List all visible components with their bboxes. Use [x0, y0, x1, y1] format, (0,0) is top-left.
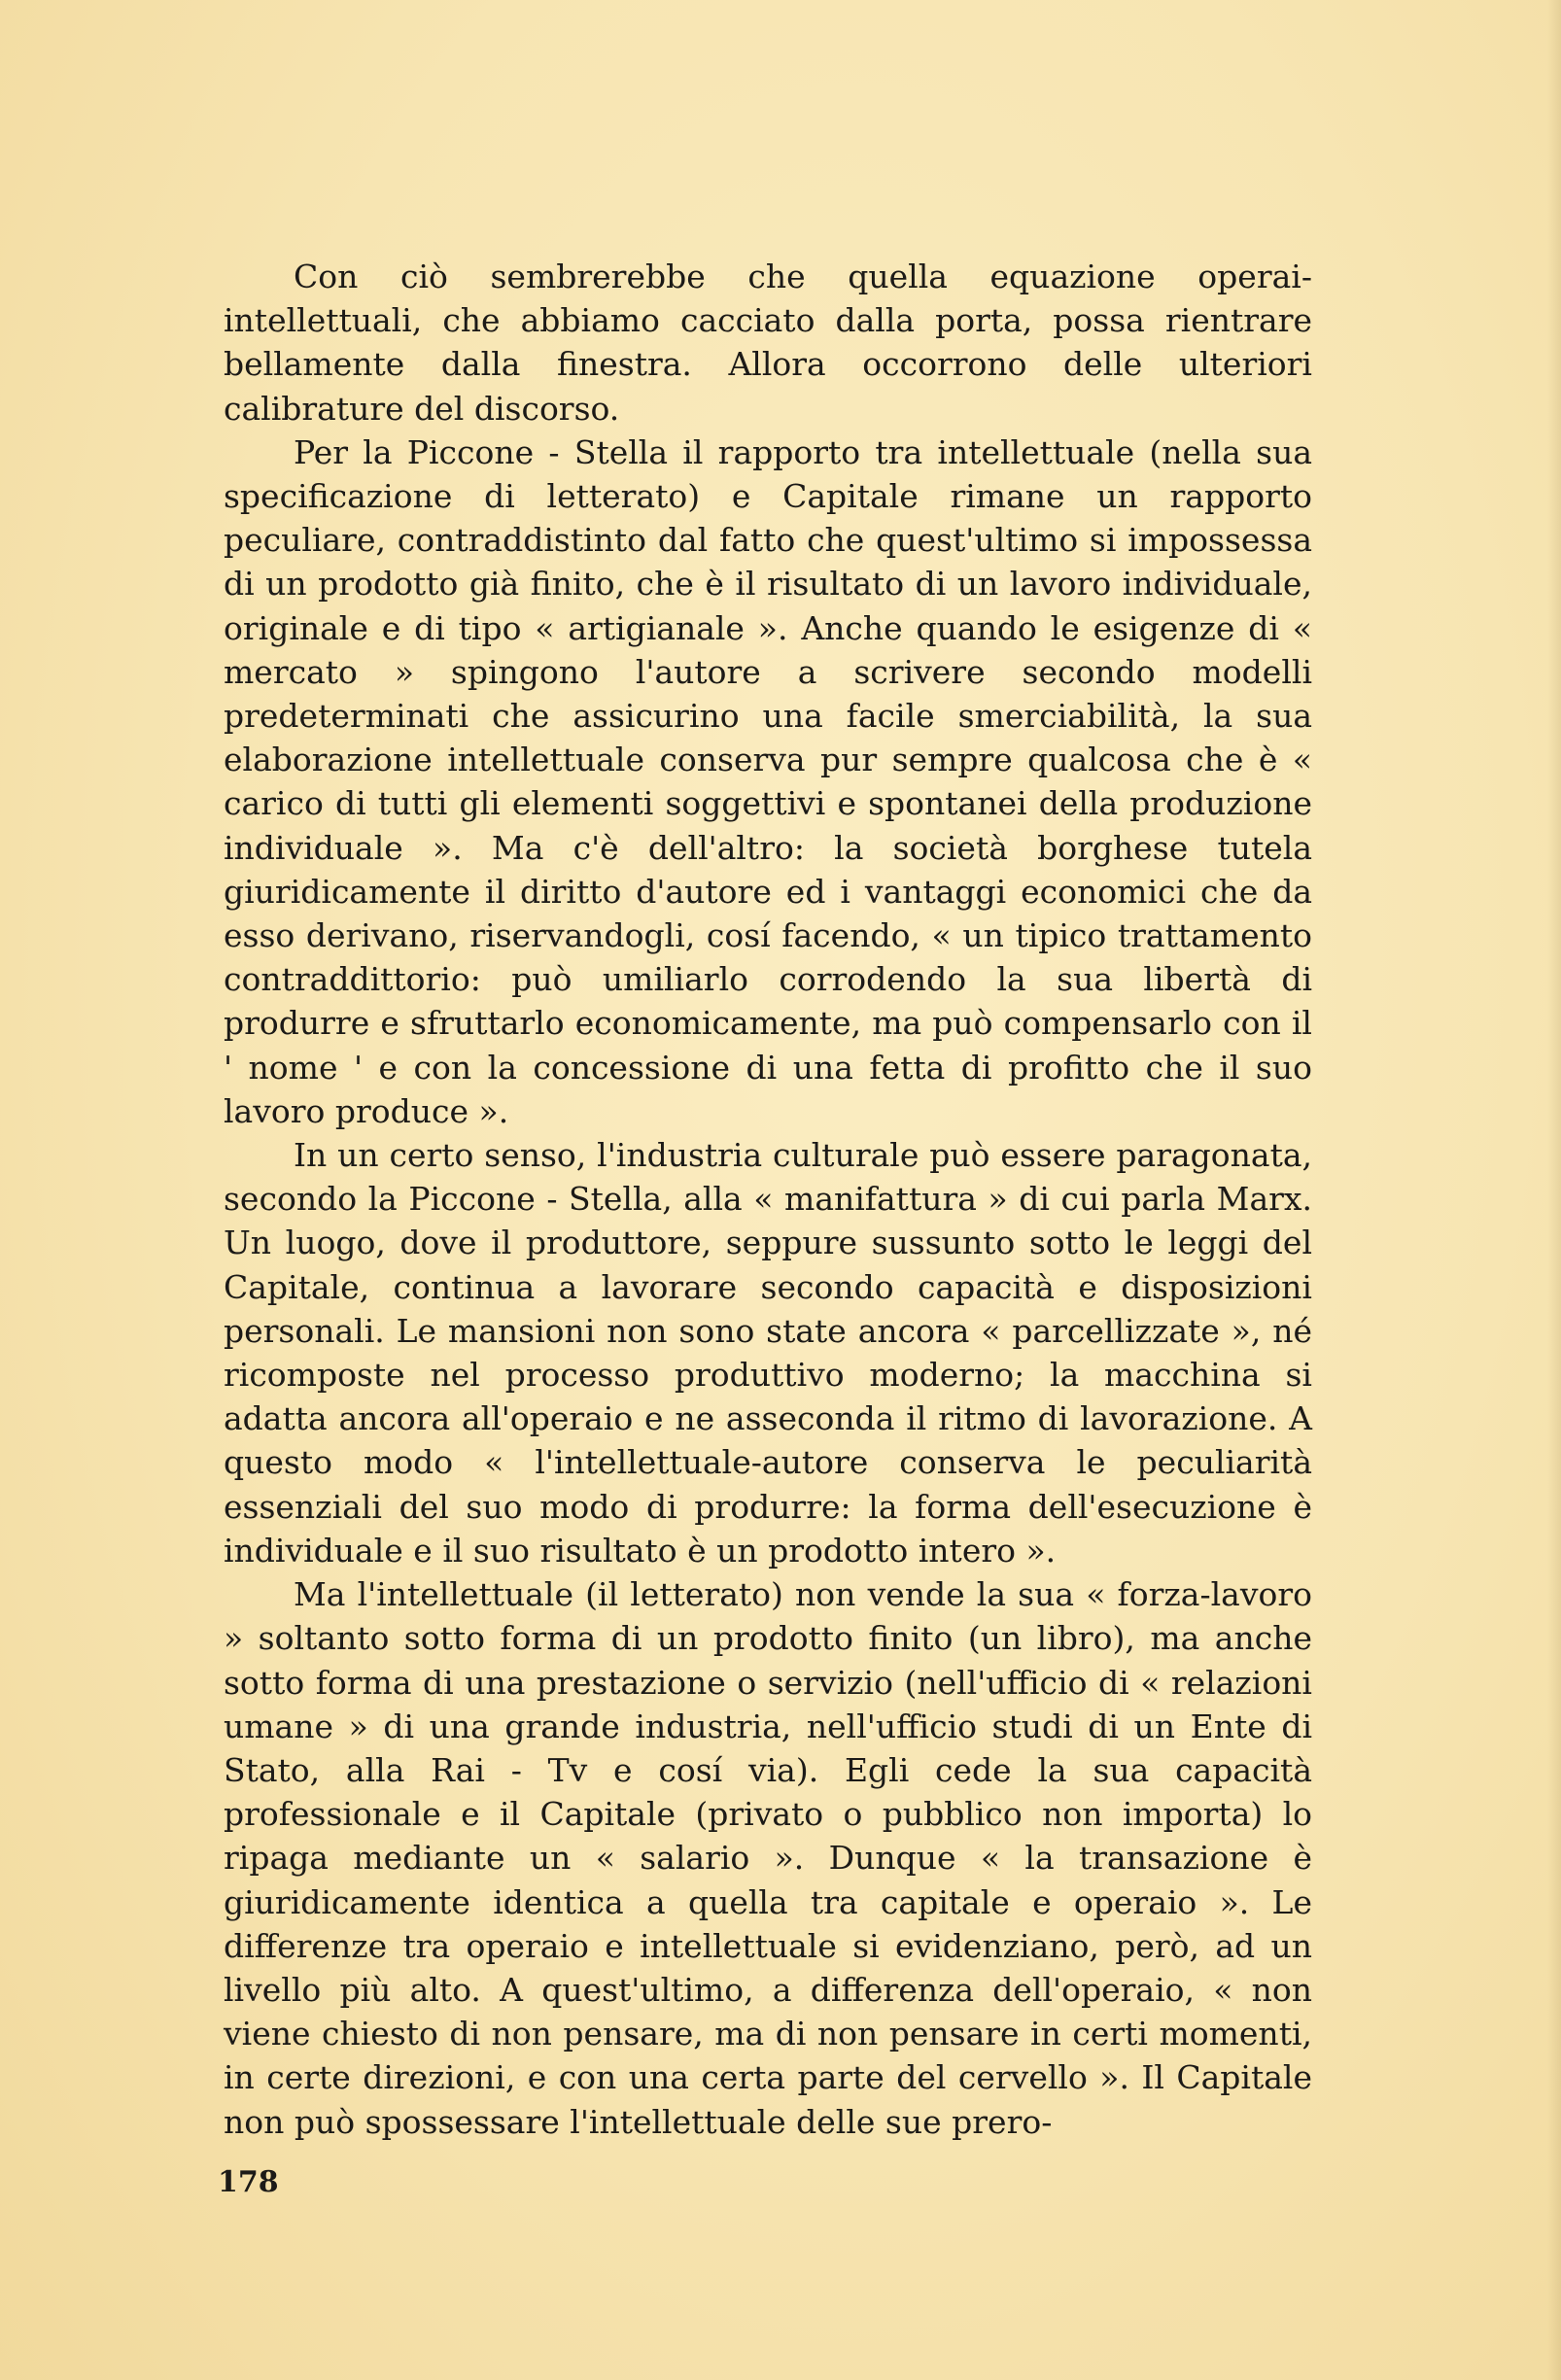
paragraph-4: Ma l'intellettuale (il letterato) non vende la sua « forza-lavoro » soltanto sotto forma di un prodotto finito (un libro), ma anche sotto forma di una prestazione o servizio (nell'ufficio di « relazioni umane » di una grande industria, nell'ufficio studi di un Ente di Stato, alla Rai - Tv e cosí via). Egli cede la sua capacità professionale e il Capitale (privato o pubblico non importa) lo ripaga mediante un « salario ». Dunque « la transazione è giuridicamente identica a quella tra capitale e operaio ». Le differenze tra operaio e intellettuale si evidenziano, però, ad un livello più alto. A quest'ultimo, a differenza dell'operaio, « non viene chiesto di non pensare, ma di non pensare in certi momenti, in certe direzioni, e con una certa parte del cervello ». Il Capitale non può spossessare l'intellettuale delle sue prero-	[224, 1575, 1312, 2141]
body-text	[224, 255, 1312, 2144]
paragraph-2: Per la Piccone - Stella il rapporto tra intellettuale (nella sua specificazione di letterato) e Capitale rimane un rapporto peculiare, contraddistinto dal fatto che quest'ultimo si impossessa di un prodotto già finito, che è il risultato di un lavoro individuale, originale e di tipo « artigianale ». Anche quando le esigenze di « mercato » spingono l'autore a scrivere secondo modelli predeterminati che assicurino una facile smerciabilità, la sua elaborazione intellettuale conserva pur sempre qualcosa che è « carico di tutti gli elementi soggettivi e spontanei della produzione individuale ». Ma c'è dell'altro: la società borghese tutela giuridicamente il diritto d'autore ed i vantaggi economici che da esso derivano, riservandogli, cosí facendo, « un tipico trattamento contraddittorio: può umiliarlo corrodendo la sua libertà di produrre e sfruttarlo economicamente, ma può compensarlo con il ' nome ' e con la concessione di una fetta di profitto che il suo lavoro produce ».	[224, 432, 1312, 1130]
paragraph-1: Con ciò sembrerebbe che quella equazione operai-intellettuali, che abbiamo cacciato dalla porta, possa rientrare bellamente dalla finestra. Allora occorrono delle ulteriori calibrature del discorso.	[224, 258, 1312, 428]
page-edge-shadow	[1547, 0, 1561, 2380]
page-number: 178	[218, 2165, 279, 2199]
paragraph-3: In un certo senso, l'industria culturale può essere paragonata, secondo la Piccone - Stella, alla « manifattura » di cui parla Marx. Un luogo, dove il produttore, seppure sussunto sotto le leggi del Capitale, continua a lavorare secondo capacità e disposizioni personali. Le mansioni non sono state ancora « parcellizzate », né ricomposte nel processo produttivo moderno; la macchina si adatta ancora all'operaio e ne asseconda il ritmo di lavorazione. A questo modo « l'intellettuale-autore conserva le peculiarità essenziali del suo modo di produrre: la forma dell'esecuzione è individuale e il suo risultato è un prodotto intero ».	[224, 1136, 1312, 1569]
